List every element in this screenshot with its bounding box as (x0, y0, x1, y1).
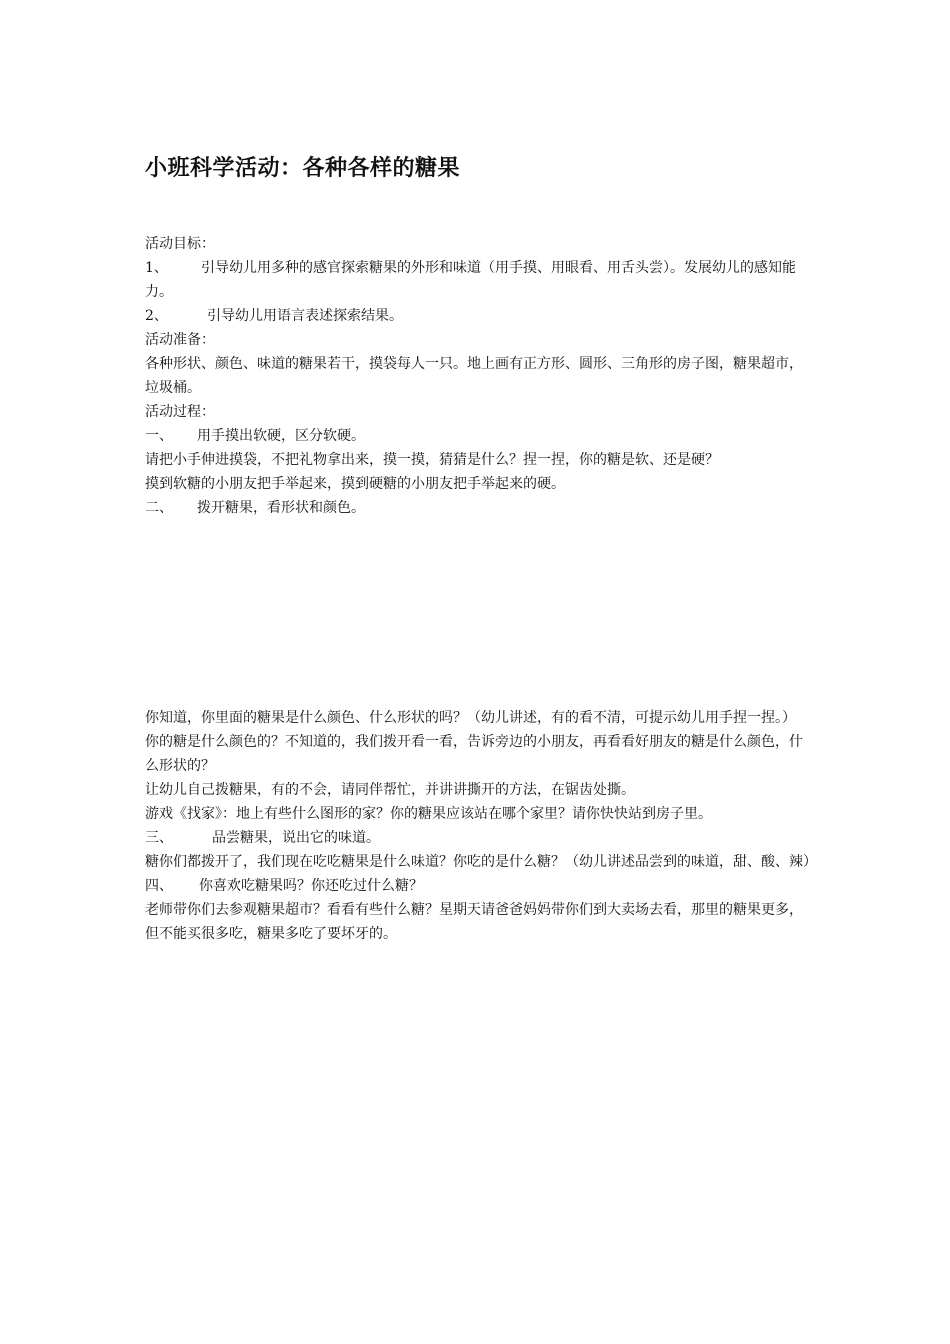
step-2-paragraph: 你知道，你里面的糖果是什么颜色、什么形状的吗？（幼儿讲述，有的看不清，可提示幼儿用手捏一捏。） (145, 710, 796, 726)
step-number: 一、 (145, 428, 173, 444)
step-1-paragraph: 摸到软糖的小朋友把手举起来，摸到硬糖的小朋友把手举起来的硬。 (145, 476, 565, 492)
content-part-2 (145, 706, 817, 946)
goal-text: 引导幼儿用语言表述探索结果。 (207, 308, 403, 324)
goal-item-2 (145, 304, 813, 328)
step-3-heading (145, 826, 813, 850)
prep-heading: 活动准备： (145, 332, 215, 348)
step-number: 三、 (145, 830, 173, 846)
step-2-heading (145, 496, 813, 520)
step-3-paragraph: 糖你们都拨开了，我们现在吃吃糖果是什么味道？你吃的是什么糖？（幼儿讲述品尝到的味道，甜、酸、辣） (145, 854, 817, 870)
process-heading: 活动过程： (145, 404, 215, 420)
step-4-heading (145, 874, 813, 898)
step-2-paragraph: 游戏《找家》：地上有些什么图形的家？你的糖果应该站在哪个家里？请你快快站到房子里。 (145, 806, 712, 822)
step-number: 四、 (145, 878, 173, 894)
goal-number: 1、 (145, 260, 168, 276)
step-4-paragraph: 老师带你们去参观糖果超市？看看有些什么糖？星期天请爸爸妈妈带你们到大卖场去看，那里的糖果更多，但不能买很多吃，糖果多吃了要坏牙的。 (145, 902, 803, 942)
goals-heading: 活动目标： (145, 236, 215, 252)
goal-number: 2、 (145, 308, 168, 324)
step-title: 用手摸出软硬，区分软硬。 (197, 428, 365, 444)
step-2-paragraph: 你的糖是什么颜色的？不知道的，我们拨开看一看，告诉旁边的小朋友，再看看好朋友的糖是什么颜色，什么形状的？ (145, 734, 803, 774)
goal-item-1 (145, 256, 813, 304)
step-1-heading (145, 424, 813, 448)
content-part-1 (145, 232, 813, 520)
document-title: 小班科学活动：各种各样的糖果 (145, 156, 461, 181)
step-title: 你喜欢吃糖果吗？你还吃过什么糖？ (199, 878, 423, 894)
step-number: 二、 (145, 500, 173, 516)
goal-text: 引导幼儿用多种的感官探索糖果的外形和味道（用手摸、用眼看、用舌头尝）。发展幼儿的感知能力。 (145, 260, 796, 300)
step-2-paragraph: 让幼儿自己拨糖果，有的不会，请同伴帮忙，并讲讲撕开的方法，在锯齿处撕。 (145, 782, 635, 798)
step-title: 品尝糖果，说出它的味道。 (212, 830, 380, 846)
step-1-paragraph: 请把小手伸进摸袋，不把礼物拿出来，摸一摸，猜猜是什么？捏一捏，你的糖是软、还是硬？ (145, 452, 719, 468)
prep-text: 各种形状、颜色、味道的糖果若干，摸袋每人一只。地上画有正方形、圆形、三角形的房子图，糖果超市，垃圾桶。 (145, 356, 803, 396)
step-title: 拨开糖果，看形状和颜色。 (197, 500, 365, 516)
